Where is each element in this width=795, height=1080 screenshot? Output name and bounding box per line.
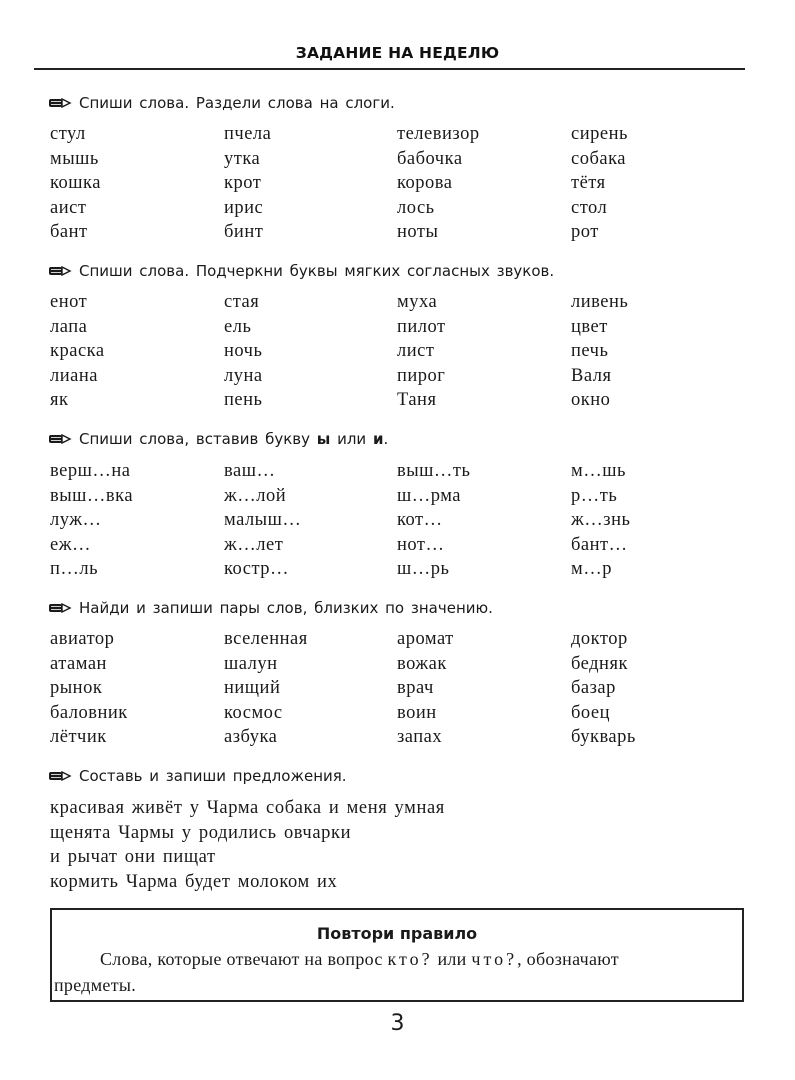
word: м…р	[571, 559, 612, 580]
word: ночь	[224, 341, 263, 362]
word: собака	[571, 148, 627, 169]
word: воин	[397, 702, 437, 723]
word: корова	[397, 173, 453, 194]
word: луна	[224, 365, 263, 386]
word: рынок	[50, 678, 103, 699]
word: ш…рма	[397, 485, 462, 506]
word: нот…	[397, 534, 445, 555]
scrambled-sentence: красивая живёт у Чарма собака и меня умная	[50, 798, 445, 818]
word: луж…	[50, 510, 102, 531]
word: бант	[50, 222, 88, 243]
word: врач	[397, 678, 434, 699]
instruction-text: Спиши слова, вставив букву	[79, 430, 317, 448]
word: вселенная	[224, 629, 308, 649]
word: нищий	[224, 678, 281, 699]
word: кот…	[397, 510, 443, 531]
word: р…ть	[571, 485, 618, 506]
instruction-text: .	[383, 430, 389, 448]
instruction-text: Спиши слова. Раздели слова на слоги.	[79, 94, 395, 112]
word: авиатор	[50, 629, 115, 649]
word: як	[50, 390, 69, 411]
word: лётчик	[50, 727, 107, 748]
word: аист	[50, 197, 87, 218]
exercise-1-instruction	[49, 93, 395, 113]
word: бедняк	[571, 653, 628, 674]
word: космос	[224, 702, 283, 723]
word: доктор	[571, 629, 628, 649]
word: п…ль	[50, 559, 99, 580]
word: базар	[571, 678, 616, 699]
word: лиана	[50, 365, 98, 386]
question-what: что?	[471, 949, 518, 969]
word: ирис	[224, 197, 264, 218]
rule-title: Повтори правило	[316, 924, 478, 943]
word: кошка	[50, 173, 101, 194]
word: аромат	[397, 629, 454, 649]
word: ж…лой	[224, 485, 287, 506]
word: баловник	[50, 702, 128, 723]
pencil-icon	[49, 266, 73, 276]
rule-text-part: , обозначают	[517, 949, 619, 969]
word: пчела	[224, 124, 272, 144]
pencil-icon	[49, 434, 73, 444]
word: муха	[397, 292, 438, 312]
word: печь	[571, 341, 609, 362]
instruction-text: или	[330, 430, 373, 448]
word: шалун	[224, 653, 278, 674]
rule-text-part: предметы.	[54, 975, 137, 995]
word: выш…вка	[50, 485, 134, 506]
word: стол	[571, 197, 608, 218]
scrambled-sentence: щенята Чармы у родились овчарки	[50, 822, 352, 843]
word: тётя	[571, 173, 606, 194]
word: телевизор	[397, 124, 480, 144]
exercise-5-instruction	[49, 766, 347, 786]
word: стул	[50, 124, 86, 144]
word: букварь	[571, 727, 636, 748]
word: Таня	[397, 390, 437, 411]
word: запах	[397, 727, 443, 748]
exercise-5-sentences	[50, 796, 445, 894]
word: ель	[224, 316, 252, 337]
word: вожак	[397, 653, 447, 674]
word: сирень	[571, 124, 628, 144]
exercise-2-instruction	[49, 261, 554, 281]
word: рот	[571, 222, 599, 243]
word: еж…	[50, 534, 91, 555]
word: лось	[397, 197, 435, 218]
word: боец	[571, 702, 610, 723]
word: лист	[397, 341, 435, 362]
word: пирог	[397, 365, 446, 386]
word: мышь	[50, 148, 99, 169]
page-header-title: ЗАДАНИЕ НА НЕДЕЛЮ	[295, 44, 500, 62]
word: бинт	[224, 222, 264, 243]
word: малыш…	[224, 510, 302, 531]
word: костр…	[224, 559, 290, 580]
word: бабочка	[397, 148, 463, 169]
word: Валя	[571, 365, 612, 386]
rule-box	[50, 908, 744, 1002]
word: бант…	[571, 534, 628, 555]
pencil-icon	[49, 98, 73, 108]
word: лапа	[50, 316, 88, 337]
word: цвет	[571, 316, 608, 337]
word: ноты	[397, 222, 439, 243]
word: стая	[224, 292, 260, 312]
rule-text-part: Слова, которые отвечают на вопрос	[100, 949, 388, 969]
word: м…шь	[571, 461, 626, 481]
rule-text-part: или	[432, 949, 472, 969]
word: пень	[224, 390, 263, 411]
word: утка	[224, 148, 261, 169]
rule-text	[52, 946, 742, 998]
word: краска	[50, 341, 105, 362]
exercise-4-instruction	[49, 598, 493, 618]
exercise-3-instruction	[49, 429, 388, 449]
pencil-icon	[49, 603, 73, 613]
word: выш…ть	[397, 461, 471, 481]
word: пилот	[397, 316, 446, 337]
word: ш…рь	[397, 559, 450, 580]
question-who: кто?	[387, 949, 433, 969]
word: ливень	[571, 292, 629, 312]
letter-y: ы	[316, 430, 331, 448]
page-number: 3	[390, 1011, 405, 1036]
pencil-icon	[49, 771, 73, 781]
word: атаман	[50, 653, 107, 674]
word: ж…лет	[224, 534, 284, 555]
word: азбука	[224, 727, 278, 748]
word: ваш…	[224, 461, 276, 481]
scrambled-sentence: кормить Чарма будет молоком их	[50, 871, 338, 892]
header-divider	[34, 68, 745, 70]
word: окно	[571, 390, 611, 411]
word: крот	[224, 173, 262, 194]
word: ж…знь	[571, 510, 631, 531]
instruction-text: Составь и запиши предложения.	[79, 767, 347, 785]
instruction-text: Найди и запиши пары слов, близких по значению.	[79, 599, 493, 617]
word: енот	[50, 292, 88, 312]
scrambled-sentence: и рычат они пищат	[50, 847, 216, 868]
letter-i: и	[372, 430, 384, 448]
instruction-text: Спиши слова. Подчеркни буквы мягких согласных звуков.	[79, 262, 555, 280]
word: верш…на	[50, 461, 131, 481]
